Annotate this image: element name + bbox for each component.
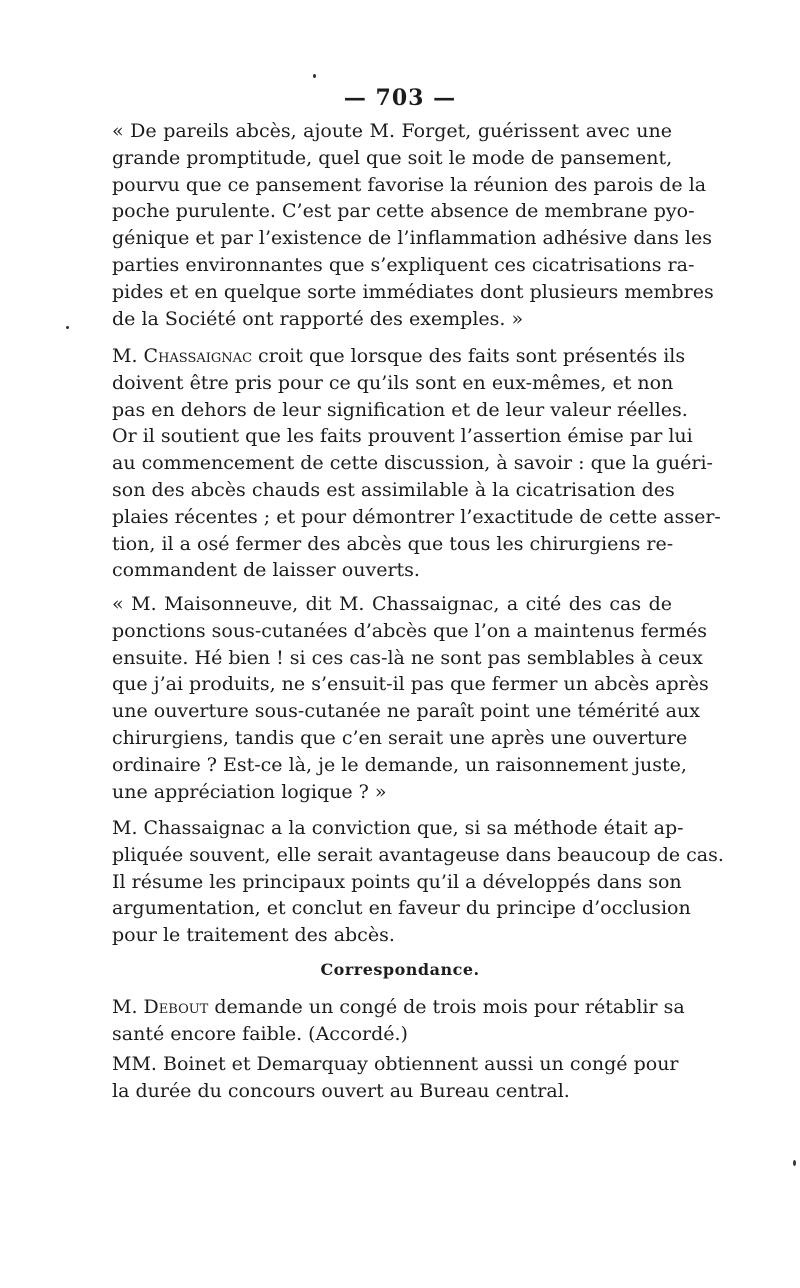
- text-line: pour le traitement des abcès.: [112, 924, 395, 947]
- text-line: génique et par l’existence de l’inflammation adhésive dans les: [112, 227, 712, 250]
- text-line: son des abcès chauds est assimilable à la cicatrisation des: [112, 478, 675, 501]
- text-line: plaies récentes ; et pour démontrer l’exactitude de cette asser-: [112, 505, 721, 528]
- text-line: parties environnantes que s’expliquent ces cicatrisations ra-: [112, 253, 695, 276]
- speaker-prefix: M.: [112, 996, 144, 1018]
- text-line: « M. Maisonneuve, dit M. Chassaignac, a cité des cas de: [112, 593, 672, 615]
- text-line: grande promptitude, quel que soit le mode de pansement,: [112, 146, 673, 169]
- text-line: pliquée souvent, elle serait avantageuse dans beaucoup de cas.: [112, 843, 724, 866]
- paragraph-boinet-demarquay-leave: [112, 1051, 679, 1105]
- speaker-prefix: M.: [112, 345, 144, 367]
- text-line: une appréciation logique ? »: [112, 780, 387, 803]
- scan-speck: [313, 74, 316, 78]
- text-line: de la Société ont rapporté des exemples. »: [112, 307, 524, 330]
- text-line: Il résume les principaux points qu’il a développés dans son: [112, 870, 682, 893]
- text-line: pourvu que ce pansement favorise la réunion des parois de la: [112, 173, 707, 196]
- text-line: poche purulente. C’est par cette absence de membrane pyo-: [112, 200, 695, 223]
- paragraph-forget-quote: [112, 118, 714, 332]
- text-fragment: croit que lorsque des faits sont présentés ils: [252, 345, 686, 367]
- text-line: pas en dehors de leur signification et de leur valeur réelles.: [112, 398, 688, 421]
- scan-speck: [793, 1160, 796, 1166]
- text-line: ordinaire ? Est-ce là, je le demande, un raisonnement juste,: [112, 753, 687, 776]
- text-line: Or il soutient que les faits prouvent l’assertion émise par lui: [112, 425, 693, 448]
- page-number: — 703 —: [343, 85, 457, 111]
- text-line: la durée du concours ouvert au Bureau central.: [112, 1079, 570, 1102]
- text-line: une ouverture sous-cutanée ne paraît point une témérité aux: [112, 700, 700, 723]
- speaker-name: Debout: [143, 996, 209, 1018]
- text-line: [112, 994, 685, 1021]
- speaker-name: Chassaignac: [143, 345, 253, 367]
- text-line: santé encore faible. (Accordé.): [112, 1022, 408, 1045]
- text-line: MM. Boinet et Demarquay obtiennent aussi un congé pour: [112, 1053, 679, 1075]
- text-line: ensuite. Hé bien ! si ces cas-là ne sont pas semblables à ceux: [112, 646, 703, 669]
- text-fragment: demande un congé de trois mois pour rétablir sa: [208, 996, 685, 1018]
- text-line: « De pareils abcès, ajoute M. Forget, guérissent avec une: [112, 120, 672, 142]
- text-line: tion, il a osé fermer des abcès que tous les chirurgiens re-: [112, 532, 674, 555]
- scan-speck: [66, 326, 69, 329]
- text-line: au commencement de cette discussion, à savoir : que la guéri-: [112, 452, 713, 475]
- paragraph-chassaignac-response: [112, 343, 721, 584]
- text-line: ponctions sous-cutanées d’abcès que l’on a maintenus fermés: [112, 619, 708, 642]
- text-line: commandent de laisser ouverts.: [112, 559, 420, 582]
- text-line: chirurgiens, tandis que c’en serait une après une ouverture: [112, 726, 688, 749]
- paragraph-maisonneuve-quote: [112, 591, 709, 805]
- paragraph-debout-leave: [112, 994, 685, 1048]
- section-heading: Correspondance.: [320, 960, 480, 979]
- text-line: que j’ai produits, ne s’ensuit-il pas que fermer un abcès après: [112, 673, 709, 696]
- text-line: pides et en quelque sorte immédiates dont plusieurs membres: [112, 280, 714, 303]
- text-line: doivent être pris pour ce qu’ils sont en eux-mêmes, et non: [112, 371, 674, 394]
- text-line: M. Chassaignac a la conviction que, si sa méthode était ap-: [112, 817, 684, 839]
- text-line: [112, 343, 686, 370]
- paragraph-chassaignac-conviction: [112, 815, 724, 949]
- text-line: argumentation, et conclut en faveur du principe d’occlusion: [112, 897, 691, 920]
